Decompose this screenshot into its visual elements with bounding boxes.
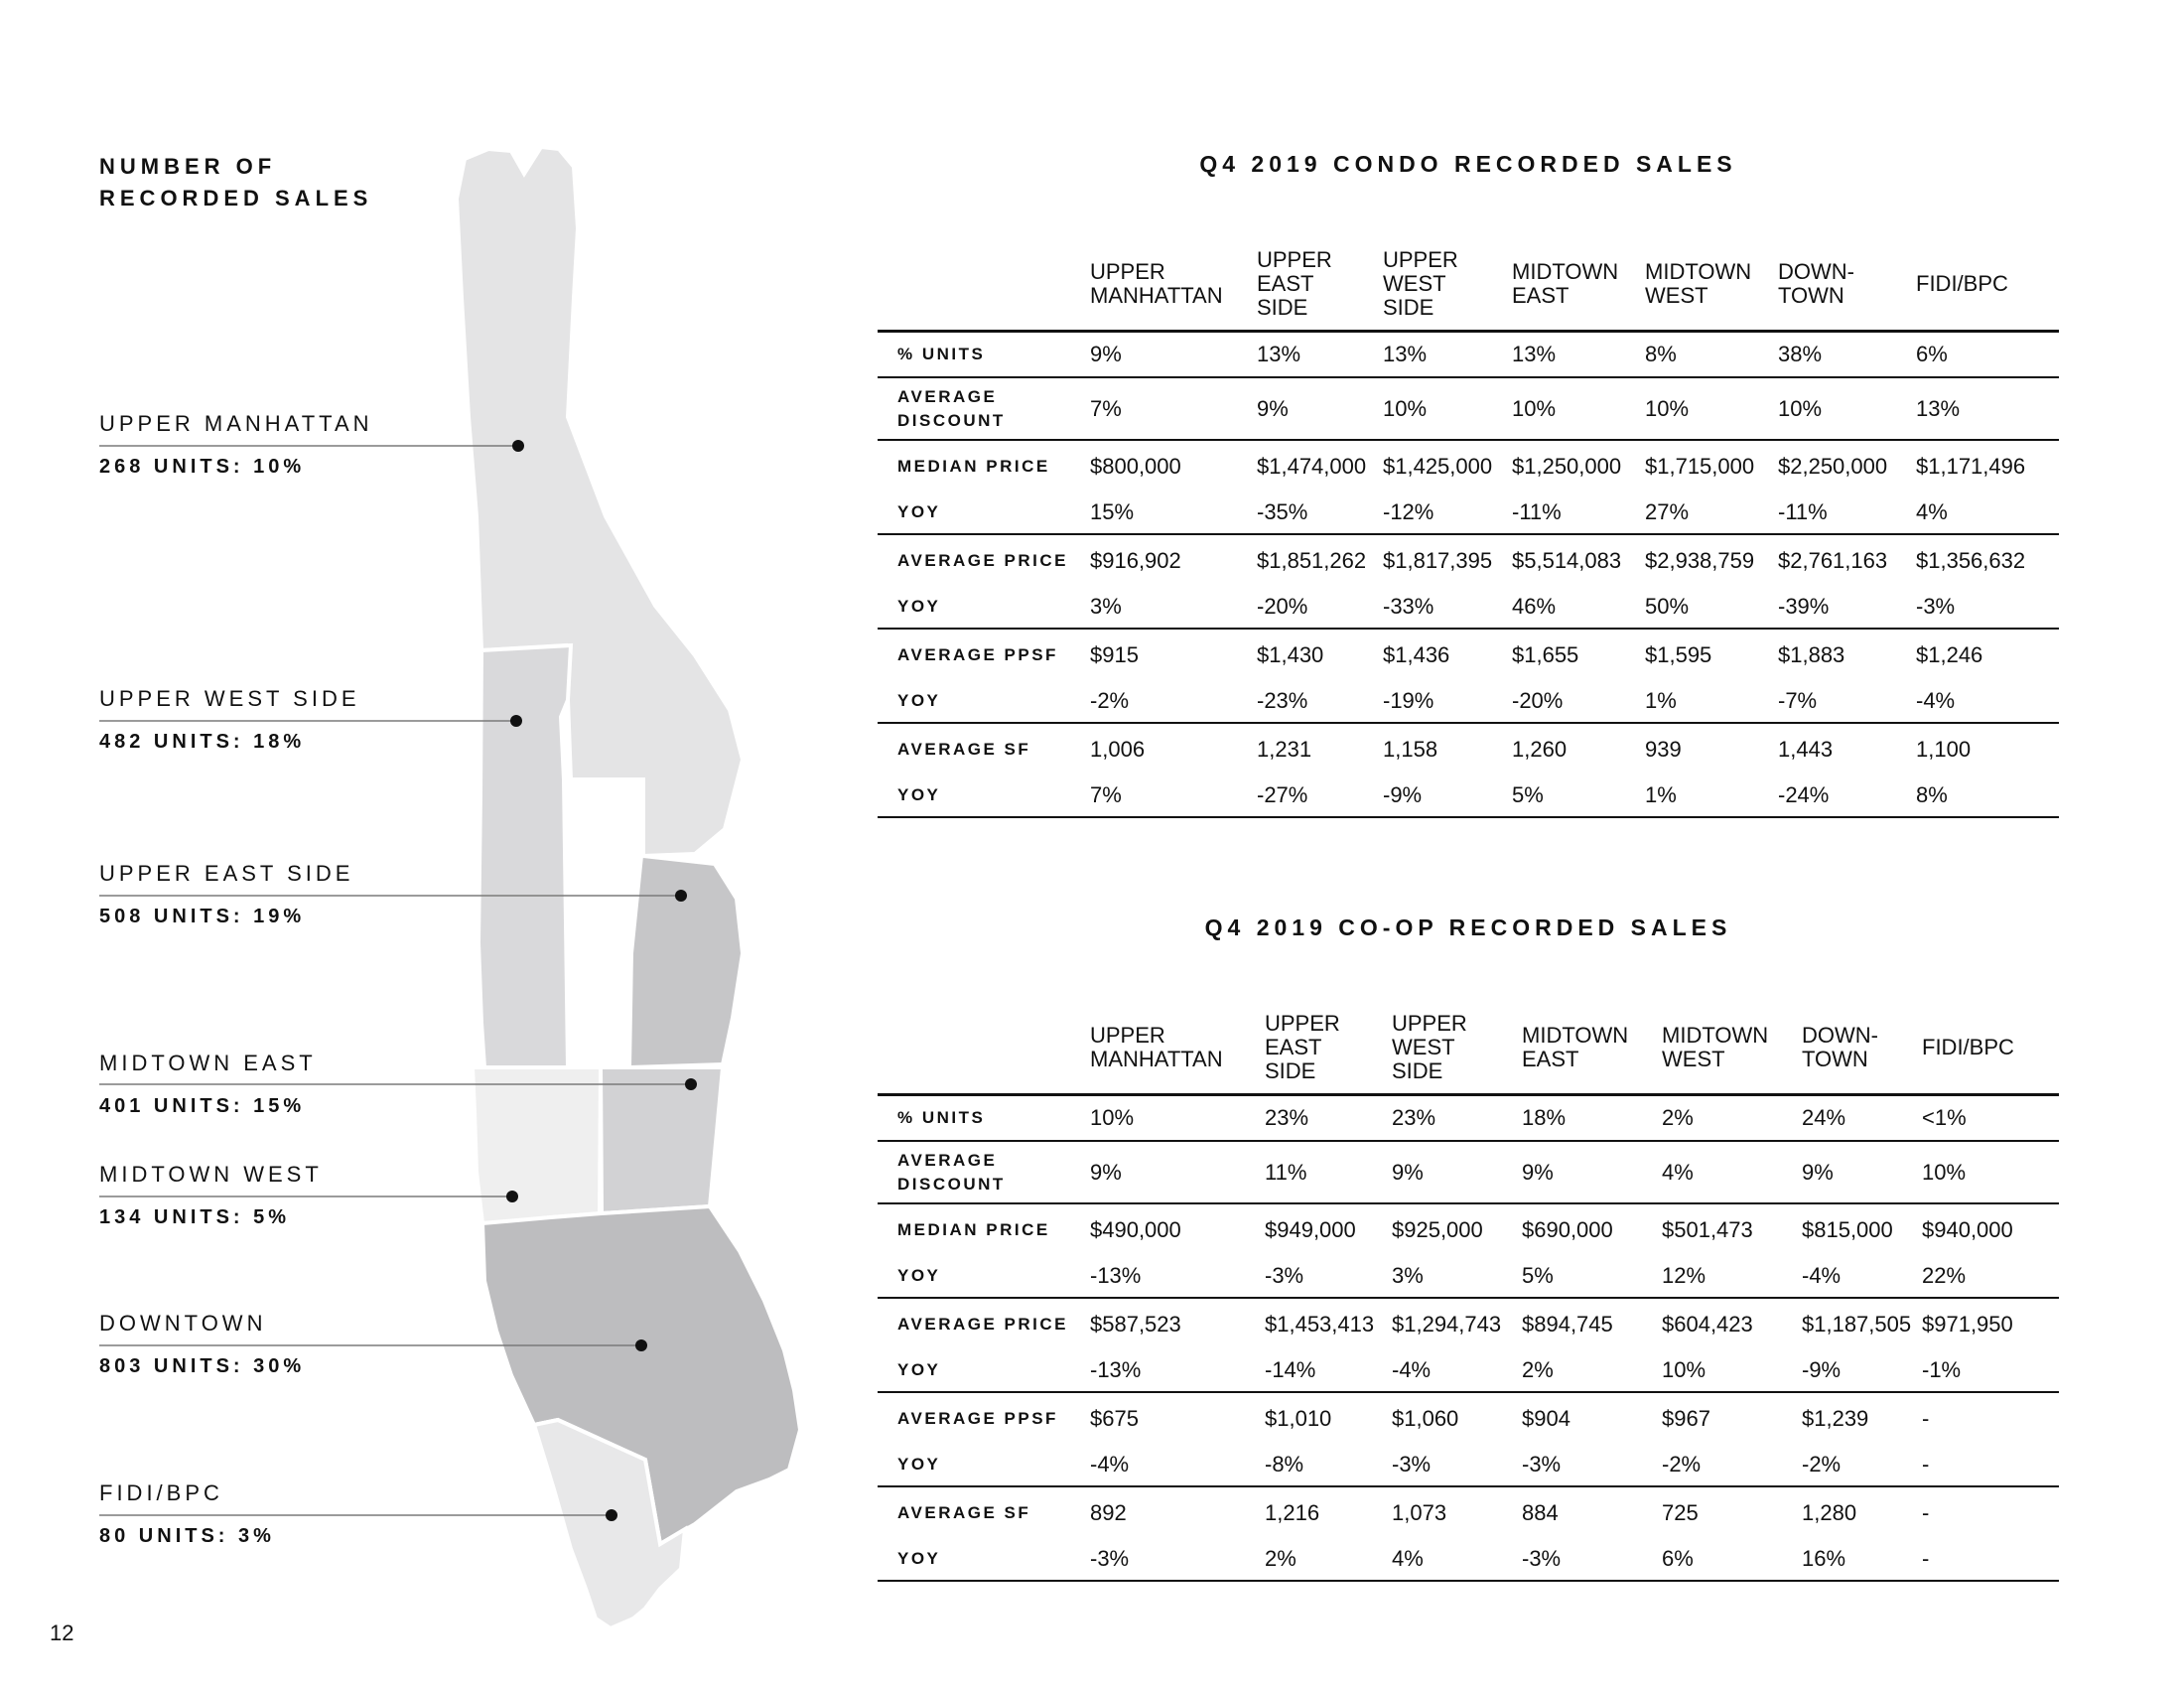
table-cell: $904 <box>1522 1405 1570 1431</box>
coop-table-block <box>878 914 2059 1582</box>
table-cell: 10% <box>1512 395 1557 421</box>
marker-upper-east-side <box>675 890 687 902</box>
column-header: UPPER WEST SIDE <box>1383 247 1458 321</box>
table-row <box>878 1392 2059 1444</box>
region-label-downtown <box>99 1313 536 1376</box>
row-label: YOY <box>897 785 941 804</box>
table-cell: 4% <box>1392 1546 1424 1571</box>
table-cell: $1,239 <box>1802 1405 1869 1431</box>
condo-header-row <box>878 243 2059 331</box>
coop-header-row <box>878 1007 2059 1094</box>
table-row <box>878 1141 2059 1203</box>
row-label: YOY <box>897 597 941 616</box>
table-cell: -3% <box>1265 1263 1304 1288</box>
table-cell: $490,000 <box>1090 1216 1181 1242</box>
table-cell: $1,250,000 <box>1512 453 1622 479</box>
table-cell: 23% <box>1392 1104 1436 1130</box>
table-cell: <1% <box>1922 1104 1967 1130</box>
table-cell: -4% <box>1392 1357 1432 1382</box>
table-cell: -9% <box>1383 782 1423 807</box>
table-cell: 9% <box>1802 1159 1834 1185</box>
table-cell: -2% <box>1802 1452 1842 1477</box>
table-cell: $815,000 <box>1802 1216 1893 1242</box>
table-cell: -9% <box>1802 1357 1842 1382</box>
column-header: UPPER EAST SIDE <box>1265 1011 1340 1084</box>
region-name: UPPER EAST SIDE <box>99 861 354 886</box>
table-cell: -19% <box>1383 688 1434 713</box>
table-cell: $915 <box>1090 641 1139 667</box>
table-cell: $1,883 <box>1778 641 1845 667</box>
region-units: 803 UNITS: 30% <box>99 1355 306 1377</box>
table-cell: 46% <box>1512 594 1557 619</box>
table-cell: -35% <box>1257 499 1308 524</box>
column-header: MIDTOWN EAST <box>1512 259 1619 309</box>
table-cell: 15% <box>1090 499 1135 524</box>
table-cell: 13% <box>1257 341 1301 366</box>
coop-table-title: Q4 2019 CO-OP RECORDED SALES <box>1204 914 1732 940</box>
table-cell: 892 <box>1090 1499 1127 1525</box>
region-name: UPPER MANHATTAN <box>99 411 373 436</box>
table-row <box>878 440 2059 492</box>
table-cell: 1% <box>1645 782 1677 807</box>
table-cell: $925,000 <box>1392 1216 1483 1242</box>
table-cell: 50% <box>1645 594 1690 619</box>
table-cell: 9% <box>1257 395 1289 421</box>
table-cell: -3% <box>1522 1546 1562 1571</box>
row-label: YOY <box>897 1360 941 1379</box>
column-header: MIDTOWN WEST <box>1645 259 1752 309</box>
table-cell: 11% <box>1265 1159 1307 1185</box>
table-cell: 10% <box>1645 395 1690 421</box>
row-label: AVERAGE DISCOUNT <box>897 1150 1006 1194</box>
table-row <box>878 1349 2059 1392</box>
table-cell: - <box>1922 1546 1930 1571</box>
row-label: YOY <box>897 502 941 521</box>
table-cell: 10% <box>1922 1159 1967 1185</box>
table-cell: $1,453,413 <box>1265 1311 1375 1336</box>
table-cell: $2,938,759 <box>1645 547 1755 573</box>
table-cell: 939 <box>1645 736 1682 762</box>
table-cell: $690,000 <box>1522 1216 1613 1242</box>
column-header: UPPER MANHATTAN <box>1090 1023 1223 1072</box>
table-cell: 5% <box>1522 1263 1554 1288</box>
condo-table-body <box>878 331 2059 817</box>
row-label: AVERAGE PRICE <box>897 1314 1068 1334</box>
table-cell: -3% <box>1392 1452 1432 1477</box>
marker-downtown <box>635 1339 647 1351</box>
column-header: FIDI/BPC <box>1916 271 2008 297</box>
table-cell: -13% <box>1090 1263 1142 1288</box>
region-label-upper-west-side <box>99 688 536 752</box>
table-cell: 1,260 <box>1512 736 1568 762</box>
table-cell: 8% <box>1916 782 1948 807</box>
table-cell: $1,187,505 <box>1802 1311 1912 1336</box>
table-cell: -27% <box>1257 782 1308 807</box>
column-header: DOWN- TOWN <box>1802 1023 1878 1072</box>
table-cell: $1,246 <box>1916 641 1983 667</box>
region-label-fidi-bpc <box>99 1482 536 1546</box>
table-cell: 24% <box>1802 1104 1846 1130</box>
table-cell: 7% <box>1090 782 1122 807</box>
table-cell: 3% <box>1090 594 1122 619</box>
table-cell: $971,950 <box>1922 1311 2013 1336</box>
row-label: AVERAGE DISCOUNT <box>897 386 1006 430</box>
table-cell: 1,073 <box>1392 1499 1447 1525</box>
table-cell: - <box>1922 1452 1930 1477</box>
table-cell: $940,000 <box>1922 1216 2013 1242</box>
table-cell: $916,902 <box>1090 547 1181 573</box>
table-cell: -20% <box>1257 594 1308 619</box>
table-row <box>878 1203 2059 1255</box>
table-cell: 10% <box>1662 1357 1706 1382</box>
region-name: FIDI/BPC <box>99 1480 223 1505</box>
table-cell: 18% <box>1522 1104 1567 1130</box>
row-label: % UNITS <box>897 1107 986 1127</box>
table-cell: -8% <box>1265 1452 1304 1477</box>
condo-table-title: Q4 2019 CONDO RECORDED SALES <box>1199 151 1737 177</box>
table-cell: $587,523 <box>1090 1311 1181 1336</box>
table-cell: 2% <box>1522 1357 1554 1382</box>
column-header: UPPER WEST SIDE <box>1392 1011 1467 1084</box>
row-label: MEDIAN PRICE <box>897 456 1050 476</box>
table-cell: $2,761,163 <box>1778 547 1888 573</box>
table-cell: -2% <box>1662 1452 1702 1477</box>
table-cell: 22% <box>1922 1263 1967 1288</box>
table-cell: -3% <box>1090 1546 1130 1571</box>
column-header: DOWN- TOWN <box>1778 259 1854 309</box>
table-cell: 6% <box>1916 341 1948 366</box>
row-label: % UNITS <box>897 344 986 363</box>
table-cell: -3% <box>1522 1452 1562 1477</box>
table-cell: -11% <box>1778 499 1828 524</box>
table-cell: -4% <box>1090 1452 1130 1477</box>
table-cell: 7% <box>1090 395 1122 421</box>
table-row <box>878 1255 2059 1298</box>
region-name: DOWNTOWN <box>99 1311 267 1336</box>
table-cell: $1,430 <box>1257 641 1324 667</box>
column-header: FIDI/BPC <box>1922 1035 2014 1060</box>
table-cell: $1,851,262 <box>1257 547 1367 573</box>
table-cell: $1,595 <box>1645 641 1712 667</box>
table-row <box>878 1298 2059 1349</box>
table-row <box>878 680 2059 723</box>
row-label: AVERAGE PPSF <box>897 1408 1058 1428</box>
table-row <box>878 534 2059 586</box>
table-row <box>878 629 2059 680</box>
table-cell: $5,514,083 <box>1512 547 1622 573</box>
marker-fidi-bpc <box>606 1509 617 1521</box>
table-cell: 13% <box>1512 341 1557 366</box>
table-cell: 9% <box>1392 1159 1424 1185</box>
table-cell: 10% <box>1383 395 1428 421</box>
region-name: UPPER WEST SIDE <box>99 686 360 711</box>
row-label: YOY <box>897 1549 941 1568</box>
table-cell: 884 <box>1522 1499 1559 1525</box>
table-cell: -12% <box>1383 499 1434 524</box>
table-cell: $604,423 <box>1662 1311 1753 1336</box>
region-units: 482 UNITS: 18% <box>99 731 306 753</box>
table-cell: 8% <box>1645 341 1677 366</box>
row-label: AVERAGE PPSF <box>897 644 1058 664</box>
table-cell: $2,250,000 <box>1778 453 1888 479</box>
table-cell: $1,294,743 <box>1392 1311 1502 1336</box>
table-cell: 2% <box>1265 1546 1297 1571</box>
table-cell: -7% <box>1778 688 1818 713</box>
row-label: MEDIAN PRICE <box>897 1219 1050 1239</box>
table-cell: 9% <box>1522 1159 1554 1185</box>
row-label: YOY <box>897 1266 941 1285</box>
region-label-upper-manhattan <box>99 413 536 477</box>
condo-table-block <box>878 151 2059 818</box>
column-header: UPPER MANHATTAN <box>1090 259 1223 309</box>
table-row <box>878 1444 2059 1486</box>
table-cell: -20% <box>1512 688 1564 713</box>
table-cell: 23% <box>1265 1104 1309 1130</box>
map-region-upper-east-side[interactable] <box>629 856 743 1067</box>
table-cell: 38% <box>1778 341 1823 366</box>
table-cell: $1,715,000 <box>1645 453 1755 479</box>
table-cell: $1,010 <box>1265 1405 1332 1431</box>
table-cell: - <box>1922 1405 1930 1431</box>
table-row <box>878 1538 2059 1581</box>
table-cell: -4% <box>1802 1263 1842 1288</box>
table-cell: -3% <box>1916 594 1956 619</box>
table-cell: $1,356,632 <box>1916 547 2026 573</box>
table-cell: 1,280 <box>1802 1499 1857 1525</box>
column-header: UPPER EAST SIDE <box>1257 247 1332 321</box>
table-cell: -24% <box>1778 782 1830 807</box>
table-cell: 6% <box>1662 1546 1694 1571</box>
table-cell: 1,006 <box>1090 736 1146 762</box>
row-label: AVERAGE SF <box>897 739 1031 759</box>
table-cell: 4% <box>1916 499 1948 524</box>
table-cell: $967 <box>1662 1405 1710 1431</box>
region-label-upper-east-side <box>99 863 536 926</box>
corner-cell <box>878 1007 1080 1094</box>
table-cell: 1,100 <box>1916 736 1972 762</box>
table-cell: -1% <box>1922 1357 1962 1382</box>
table-row <box>878 331 2059 377</box>
region-label-midtown-west <box>99 1164 536 1227</box>
table-row <box>878 586 2059 629</box>
table-cell: -11% <box>1512 499 1562 524</box>
table-cell: $1,474,000 <box>1257 453 1367 479</box>
region-units: 80 UNITS: 3% <box>99 1525 275 1547</box>
table-cell: 5% <box>1512 782 1544 807</box>
table-row <box>878 1094 2059 1141</box>
table-cell: $501,473 <box>1662 1216 1753 1242</box>
table-cell: -23% <box>1257 688 1308 713</box>
table-cell: $1,171,496 <box>1916 453 2026 479</box>
row-label: YOY <box>897 1455 941 1474</box>
table-cell: 725 <box>1662 1499 1699 1525</box>
table-cell: 1,443 <box>1778 736 1834 762</box>
column-header: MIDTOWN WEST <box>1662 1023 1769 1072</box>
table-cell: -4% <box>1916 688 1956 713</box>
region-units: 134 UNITS: 5% <box>99 1206 291 1228</box>
table-cell: $1,436 <box>1383 641 1450 667</box>
condo-table <box>878 243 2059 818</box>
table-cell: 1,231 <box>1257 736 1312 762</box>
row-label: AVERAGE PRICE <box>897 550 1068 570</box>
table-cell: 10% <box>1090 1104 1135 1130</box>
region-name: MIDTOWN WEST <box>99 1162 323 1187</box>
region-units: 268 UNITS: 10% <box>99 456 306 478</box>
table-cell: $1,655 <box>1512 641 1579 667</box>
table-cell: 3% <box>1392 1263 1424 1288</box>
map-title: NUMBER OF RECORDED SALES <box>99 154 373 211</box>
table-cell: $1,060 <box>1392 1405 1459 1431</box>
region-units: 508 UNITS: 19% <box>99 906 306 927</box>
row-label: AVERAGE SF <box>897 1502 1031 1522</box>
table-cell: $1,425,000 <box>1383 453 1493 479</box>
table-cell: $800,000 <box>1090 453 1181 479</box>
table-cell: -33% <box>1383 594 1434 619</box>
table-cell: 27% <box>1645 499 1690 524</box>
table-cell: -13% <box>1090 1357 1142 1382</box>
table-cell: $1,817,395 <box>1383 547 1493 573</box>
table-cell: 9% <box>1090 341 1122 366</box>
table-cell: 9% <box>1090 1159 1122 1185</box>
table-cell: -14% <box>1265 1357 1316 1382</box>
table-cell: 4% <box>1662 1159 1694 1185</box>
table-row <box>878 723 2059 774</box>
table-cell: 16% <box>1802 1546 1846 1571</box>
table-row <box>878 1486 2059 1538</box>
table-cell: 1,216 <box>1265 1499 1320 1525</box>
map-region-midtown-east[interactable] <box>601 1067 723 1213</box>
row-label: YOY <box>897 691 941 710</box>
page-number: 12 <box>50 1620 74 1645</box>
column-header: MIDTOWN EAST <box>1522 1023 1629 1072</box>
table-cell: -39% <box>1778 594 1830 619</box>
region-name: MIDTOWN EAST <box>99 1051 317 1075</box>
table-cell: $949,000 <box>1265 1216 1356 1242</box>
marker-midtown-east <box>685 1078 697 1090</box>
corner-cell <box>878 243 1080 331</box>
table-row <box>878 377 2059 440</box>
coop-table-body <box>878 1094 2059 1581</box>
table-cell: 1% <box>1645 688 1677 713</box>
table-cell: 2% <box>1662 1104 1694 1130</box>
table-cell: $675 <box>1090 1405 1139 1431</box>
table-cell: $894,745 <box>1522 1311 1613 1336</box>
coop-table <box>878 1007 2059 1582</box>
table-cell: 12% <box>1662 1263 1706 1288</box>
table-cell: 13% <box>1383 341 1428 366</box>
table-cell: 1,158 <box>1383 736 1438 762</box>
table-cell: 13% <box>1916 395 1961 421</box>
table-cell: -2% <box>1090 688 1130 713</box>
region-units: 401 UNITS: 15% <box>99 1095 306 1117</box>
table-row <box>878 492 2059 534</box>
region-label-midtown-east <box>99 1053 536 1116</box>
table-row <box>878 774 2059 817</box>
table-cell: 10% <box>1778 395 1823 421</box>
table-cell: - <box>1922 1499 1930 1525</box>
